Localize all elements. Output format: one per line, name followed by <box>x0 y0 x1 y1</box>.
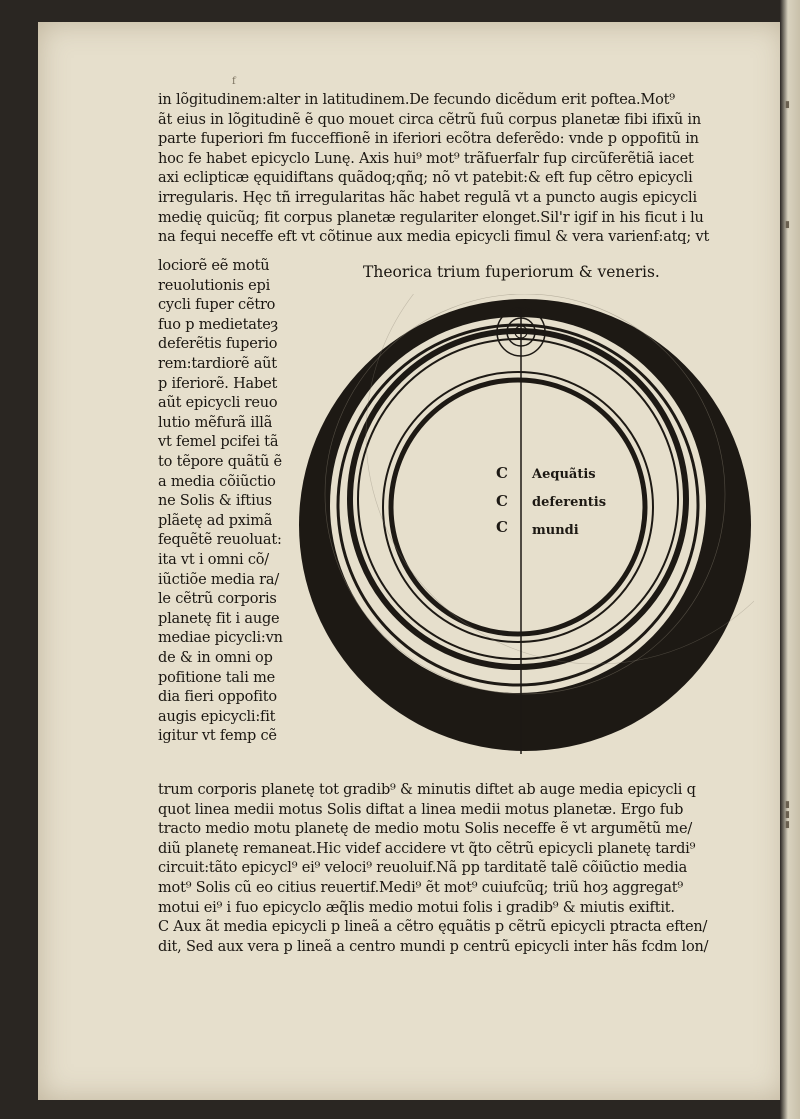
center-label-world: mundi <box>532 523 579 538</box>
text-line: dit, Sed aux vera p lineã a centro mundi p centrũ epicycli inter hãs fcdm lon/ <box>158 938 709 955</box>
text-line: trum corporis planetę tot gradib⁹ & minutis diftet ab auge media epicycli q <box>158 782 696 798</box>
text-line: irregularis. Hęc tñ irregularitas hãc habet regulã vt a puncto augis epicycli <box>158 190 697 206</box>
text-line: a media cõiũctio <box>158 473 276 490</box>
text-line: deferẽtis fuperio <box>158 336 278 353</box>
text-line: le cẽtrũ corporis <box>158 591 277 608</box>
text-line: tracto medio motu planetę de medio motu Solis neceffe ẽ vt argumẽtũ me/ <box>158 821 693 838</box>
facing-page-fragment: ▮ <box>785 100 790 110</box>
center-mark: C <box>496 492 508 510</box>
text-line: C Aux ãt media epicycli p lineã a cẽtro ęquãtis p cẽtrũ epicycli ptracta eften/ <box>158 919 708 936</box>
text-line: mediae picycli:vn <box>158 630 283 647</box>
text-line: rem:tardiorẽ aũt <box>158 356 277 372</box>
text-line: hoc fe habet epicyclo Lunę. Axis hui⁹ mot⁹ trãfuerfalr fup circũferẽtiã iacet <box>158 150 694 167</box>
facing-page-fragment: ▮ <box>785 220 790 230</box>
text-line: to tẽpore quãtũ ẽ <box>158 454 282 470</box>
text-line: cycli fuper cẽtro <box>158 297 276 314</box>
text-line: diũ planetę remaneat.Hic videf accidere vt q̃to cẽtrũ epicycli planetę tardi⁹ <box>158 840 696 857</box>
text-line: aũt epicycli reuo <box>158 395 278 412</box>
text-line: medię quicũq; fit corpus planetæ regulariter elonget.Sil'r igif in his ficut i lu <box>158 209 704 226</box>
center-label-equant: Aequãtis <box>532 467 596 482</box>
facing-page-edge <box>780 0 800 1119</box>
text-line: lociorẽ eẽ motũ <box>158 258 270 274</box>
text-line: motui ei⁹ i fuo epicyclo æq̃lis medio motui folis i gradib⁹ & miutis exiftit. <box>158 899 675 916</box>
text-line: igitur vt femp cẽ <box>158 728 277 745</box>
text-line: axi eclipticæ ęquidiftans quãdoq;qñq; nõ vt patebit:& eft fup cẽtro epicycli <box>158 170 693 187</box>
diagram-title: Theorica trium fuperiorum & veneris. <box>363 263 660 281</box>
text-line: fequẽtẽ reuoluat: <box>158 532 282 549</box>
text-line: reuolutionis epi <box>158 277 271 294</box>
text-line: pofitione tali me <box>158 669 276 686</box>
text-line: mot⁹ Solis cũ eo citius reuertif.Medi⁹ ẽt mot⁹ cuiufcũq; triũ hoȝ aggregat⁹ <box>158 880 684 896</box>
folio-mark: f <box>232 76 236 87</box>
center-label-deferent: deferentis <box>532 495 607 510</box>
facing-page-fragment: ▮ ▮ ▮ <box>785 800 790 830</box>
text-line: plãetę ad pximã <box>158 512 273 529</box>
text-line: ita vt i omni cõ/ <box>158 552 269 568</box>
center-mark: C <box>496 518 508 536</box>
text-line: quot linea medii motus Solis diftat a linea medii motus planetæ. Ergo fub <box>158 801 684 818</box>
center-mark: C <box>496 464 508 482</box>
text-line: parte fuperiori fm fucceffionẽ in iferiori ecõtra deferẽdo: vnde p oppofitũ in <box>158 131 699 148</box>
text-line: ãt eius in lõgitudinẽ ẽ quo mouet circa cẽtrũ fuũ corpus planetæ fibi ifixũ in <box>158 111 701 128</box>
text-line: iũctiõe media ra/ <box>158 571 280 588</box>
text-line: lutio mẽfurã illã <box>158 414 273 431</box>
planetary-orbit-diagram <box>296 294 754 756</box>
text-line: in lõgitudinem:alter in latitudinem.De fecundo dicẽdum erit poftea.Mot⁹ <box>158 92 675 108</box>
text-line: circuit:tãto epicycl⁹ ei⁹ veloci⁹ reuoluif.Nã pp tarditatẽ talẽ cõiũctio media <box>158 860 688 877</box>
text-line: planetę fit i auge <box>158 610 280 627</box>
text-line: ne Solis & iftius <box>158 493 272 510</box>
text-line: dia fieri oppofito <box>158 689 277 706</box>
text-line: de & in omni op <box>158 650 273 666</box>
text-line: p iferiorẽ. Habet <box>158 375 278 392</box>
text-line: augis epicycli:fit <box>158 708 276 725</box>
text-line: vt femel pcifei tã <box>158 434 279 451</box>
text-line: na fequi neceffe eft vt cõtinue aux media epicycli fimul & vera varienf:atq; vt <box>158 229 710 246</box>
text-line: fuo p medietateȝ <box>158 316 279 333</box>
